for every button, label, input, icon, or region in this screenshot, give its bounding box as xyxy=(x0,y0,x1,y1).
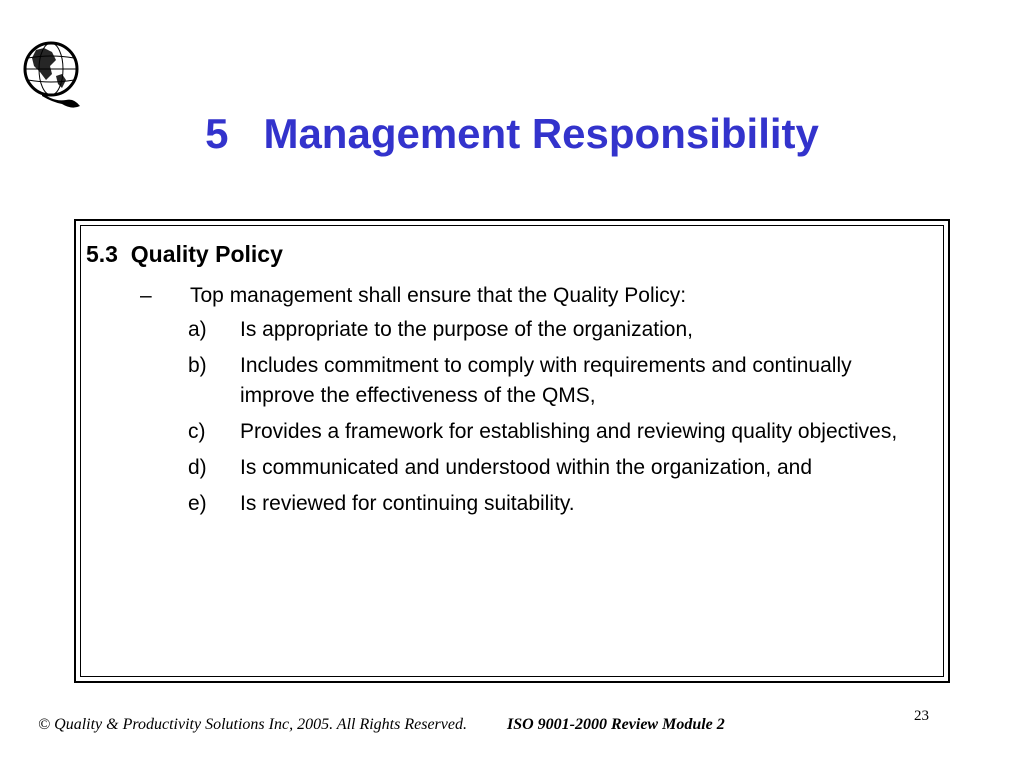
list-marker: a) xyxy=(188,318,207,341)
list-marker: e) xyxy=(188,492,207,515)
content-frame xyxy=(74,219,950,683)
list-item-text: Provides a framework for establishing and reviewing quality objectives, xyxy=(240,420,898,443)
list-item-text: Is appropriate to the purpose of the organization, xyxy=(240,318,693,341)
list-item xyxy=(188,351,928,411)
section-heading: 5.3 Quality Policy xyxy=(86,241,283,267)
policy-list xyxy=(188,315,928,525)
sub-bullet-text: Top management shall ensure that the Quality Policy: xyxy=(190,284,687,307)
list-item xyxy=(188,489,928,519)
globe-q-logo xyxy=(22,40,84,112)
list-marker: c) xyxy=(188,420,206,443)
footer xyxy=(38,716,725,734)
list-item xyxy=(188,315,928,345)
list-item xyxy=(188,453,928,483)
list-marker: d) xyxy=(188,456,207,479)
list-item-text: Is communicated and understood within the organization, and xyxy=(240,456,813,479)
list-item-text: Is reviewed for continuing suitability. xyxy=(240,492,575,515)
list-item xyxy=(188,417,928,447)
sub-bullet xyxy=(140,281,686,311)
page-number: 23 xyxy=(914,708,929,724)
list-marker: b) xyxy=(188,354,207,377)
dash-bullet: – xyxy=(140,284,152,307)
footer-module: ISO 9001-2000 Review Module 2 xyxy=(506,716,725,733)
footer-copyright: © Quality & Productivity Solutions Inc, 2005. All Rights Reserved. xyxy=(38,716,467,733)
slide-title: 5 Management Responsibility xyxy=(205,110,819,157)
list-item-text: Includes commitment to comply with requirements and continually improve the effectiveness of the QMS, xyxy=(240,354,852,407)
